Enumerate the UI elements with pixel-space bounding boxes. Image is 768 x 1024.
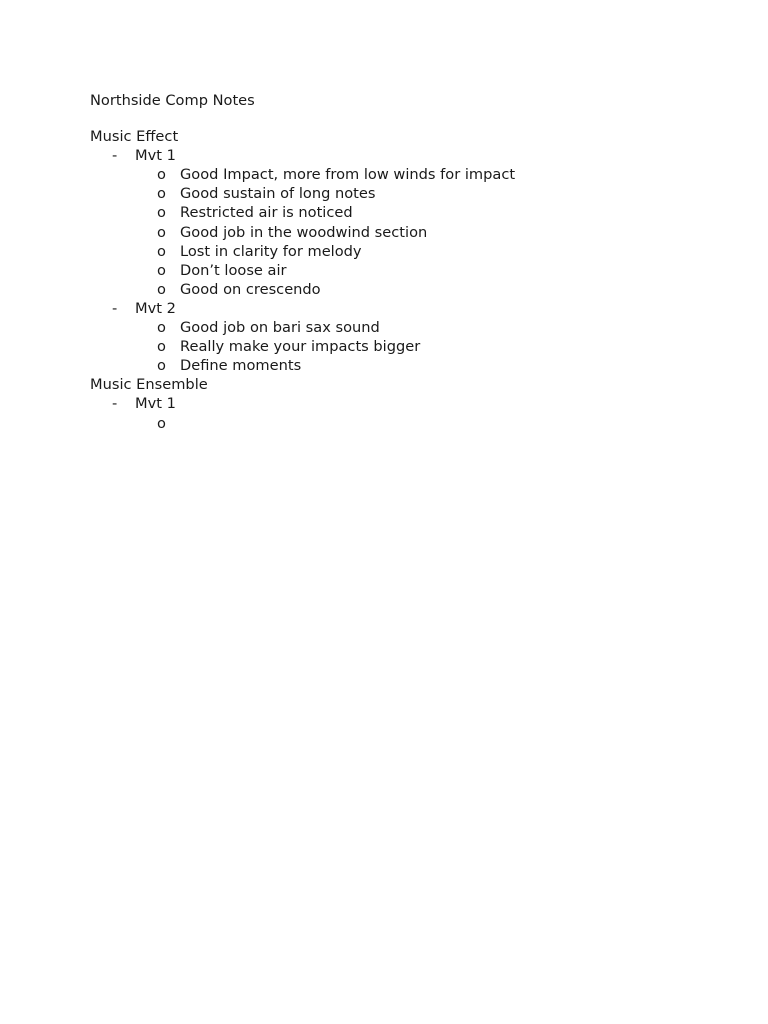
blank-line [90,110,690,127]
group-label: Mvt 1 [135,395,176,413]
list-item [90,165,690,184]
sub-bullet: o [157,261,166,279]
list-item [90,318,690,337]
sub-bullet: o [157,280,166,298]
list-item [90,261,690,280]
document-body [90,91,690,433]
sub-bullet: o [157,319,166,337]
group-label: Mvt 2 [135,299,176,317]
list-item-text: Good job in the woodwind section [180,223,428,241]
sub-bullet: o [157,357,166,375]
sub-bullet: o [157,185,166,203]
list-item-text: Define moments [180,357,302,375]
sub-bullet: o [157,414,166,432]
list-item-text: Really make your impacts bigger [180,338,421,356]
list-item [90,223,690,242]
section-heading-music-effect: Music Effect [90,128,179,146]
group-heading-mvt-1 [90,394,690,413]
sub-bullet: o [157,338,166,356]
list-item-text: Lost in clarity for melody [180,242,362,260]
section-heading-music-ensemble: Music Ensemble [90,376,208,394]
sub-bullet: o [157,223,166,241]
sub-bullet: o [157,204,166,222]
dash-bullet: - [112,395,118,413]
list-item [90,184,690,203]
dash-bullet: - [112,299,118,317]
list-item [90,337,690,356]
list-item-text: Good job on bari sax sound [180,319,380,337]
list-item-text: Restricted air is noticed [180,204,353,222]
list-item-text: Don’t loose air [180,261,287,279]
sub-bullet: o [157,166,166,184]
group-heading-mvt-1 [90,146,690,165]
dash-bullet: - [112,147,118,165]
document-title: Northside Comp Notes [90,92,255,109]
group-heading-mvt-2 [90,299,690,318]
list-item-text: Good on crescendo [180,280,321,298]
list-item [90,242,690,261]
list-item [90,280,690,299]
list-item-text: Good Impact, more from low winds for impact [180,166,516,184]
list-item [90,203,690,222]
sub-bullet: o [157,242,166,260]
list-item [90,356,690,375]
list-item [90,414,690,433]
list-item-text: Good sustain of long notes [180,185,376,203]
group-label: Mvt 1 [135,147,176,165]
